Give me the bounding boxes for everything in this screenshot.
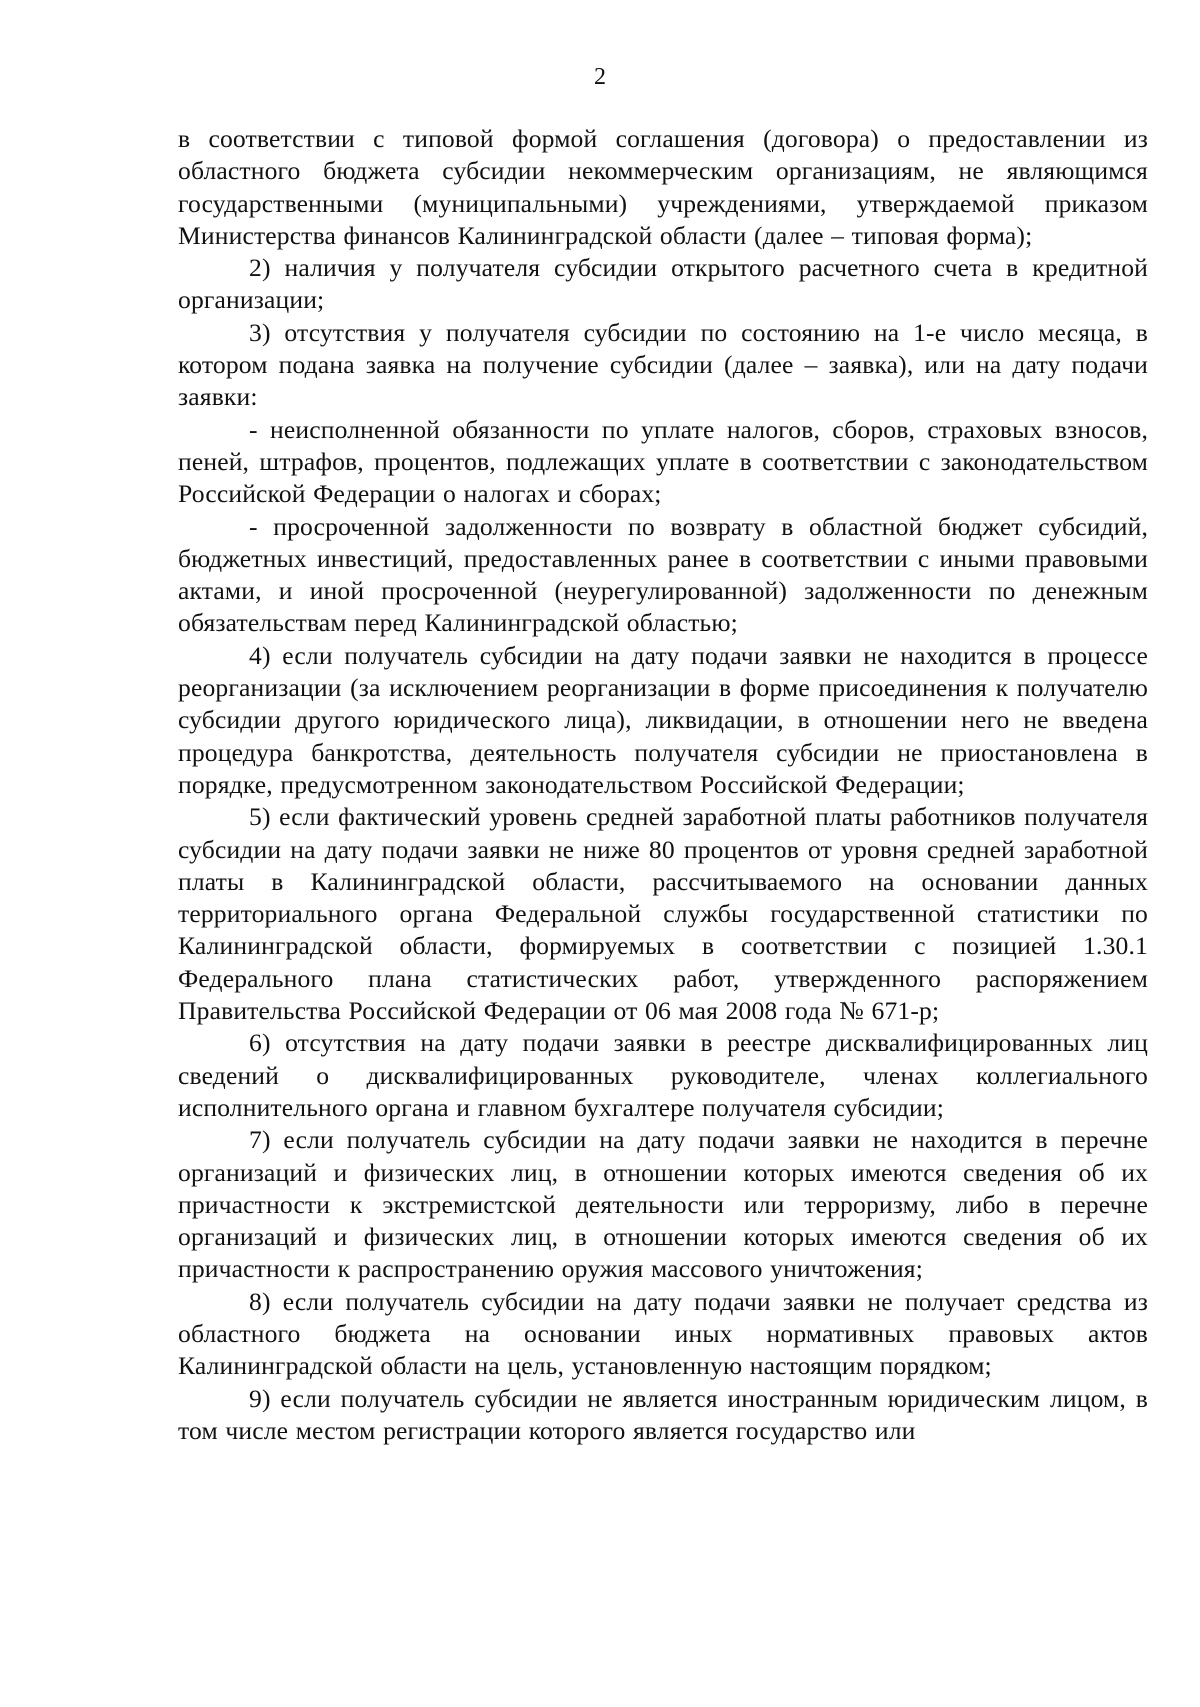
paragraph-item-9: 9) если получатель субсидии не является иностранным юридическим лицом, в том числе местом регистрации которого является государство или bbox=[178, 1383, 1148, 1445]
page-number: 2 bbox=[594, 64, 606, 90]
paragraph-item-4: 4) если получатель субсидии на дату подачи заявки не находится в процессе реорганизации (за исключением реорганизации в форме присоединения к получателю субсидии другого юридического лица), ликвидации, в отношении него не введена процедура банкротства, деятельность получателя субсидии не приостановлена в порядке, предусмотренном законодательством Российской Федерации; bbox=[178, 640, 1148, 799]
paragraph-continuation: в соответствии с типовой формой соглашения (договора) о предоставлении из областного бюджета субсидии некоммерческим организациям, не являющимся государственными (муниципальными) учреждениями, утверждаемой приказом Министерства финансов Калининградской области (далее – типовая форма); bbox=[178, 124, 1148, 250]
paragraph-item-3: 3) отсутствия у получателя субсидии по состоянию на 1-е число месяца, в котором подана заявка на получение субсидии (далее – заявка), или на дату подачи заявки: bbox=[178, 317, 1148, 412]
paragraph-item-3-dash-1: - неисполненной обязанности по уплате налогов, сборов, страховых взносов, пеней, штрафов, процентов, подлежащих уплате в соответствии с законодательством Российской Федерации о налогах и сборах; bbox=[178, 414, 1148, 509]
paragraph-item-3-dash-2: - просроченной задолженности по возврату в областной бюджет субсидий, бюджетных инвестиций, предоставленных ранее в соответствии с иными правовыми актами, и иной просроченной (неурегулированной) задолженности по денежным обязательствам перед Калининградской областью; bbox=[178, 511, 1148, 638]
paragraph-item-5: 5) если фактический уровень средней заработной платы работников получателя субсидии на дату подачи заявки не ниже 80 процентов от уровня средней заработной платы в Калининградской области, рассчитываемого на основании данных территориального органа Федеральной службы государственной статистики по Калининградской области, формируемых в соответствии с позицией 1.30.1 Федерального плана статистических работ, утвержденного распоряжением Правительства Российской Федерации от 06 мая 2008 года № 671-р; bbox=[178, 802, 1148, 1026]
paragraph-item-2: 2) наличия у получателя субсидии открытого расчетного счета в кредитной организации; bbox=[178, 253, 1148, 315]
paragraph-item-7: 7) если получатель субсидии на дату подачи заявки не находится в перечне организаций и физических лиц, в отношении которых имеются сведения об их причастности к экстремистской деятельности или терроризму, либо в перечне организаций и физических лиц, в отношении которых имеются сведения об их причастности к распространению оружия массового уничтожения; bbox=[178, 1125, 1148, 1284]
paragraph-item-8: 8) если получатель субсидии на дату подачи заявки не получает средства из областного бюджета на основании иных нормативных правовых актов Калининградской области на цель, установленную настоящим порядком; bbox=[178, 1286, 1148, 1381]
document-body bbox=[178, 123, 1148, 1447]
paragraph-item-6: 6) отсутствия на дату подачи заявки в реестре дисквалифицированных лиц сведений о дисквалифицированных руководителе, членах коллегиального исполнительного органа и главном бухгалтере получателя субсидии; bbox=[178, 1028, 1148, 1122]
